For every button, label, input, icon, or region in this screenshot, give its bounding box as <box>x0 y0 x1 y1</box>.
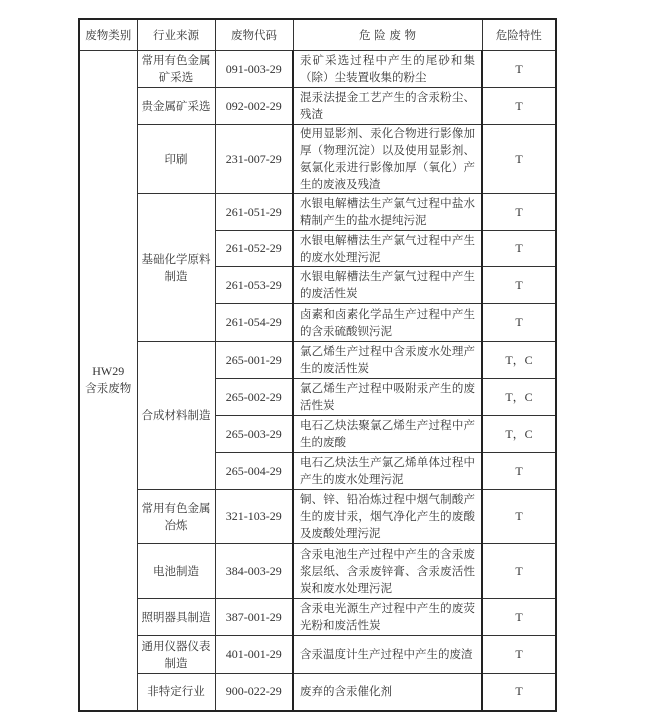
source-cell: 电池制造 <box>137 544 215 599</box>
source-cell: 照明器具制造 <box>137 599 215 636</box>
source-cell: 通用仪器仪表制造 <box>137 636 215 674</box>
waste-description-cell: 铜、锌、铅冶炼过程中烟气制酸产生的废甘汞，烟气净化产生的废酸及废酸处理污泥 <box>293 490 482 544</box>
waste-description-cell: 电石乙炔法聚氯乙烯生产过程中产生的废酸 <box>293 416 482 453</box>
table-row <box>79 544 556 599</box>
waste-code-cell: 265-001-29 <box>215 342 293 379</box>
table-row <box>79 490 556 544</box>
category-cell <box>79 51 137 711</box>
waste-code-cell: 261-051-29 <box>215 194 293 231</box>
table-row <box>79 342 556 379</box>
waste-code-cell: 387-001-29 <box>215 599 293 636</box>
hazard-property-cell: T <box>482 194 556 231</box>
hazard-property-cell: T <box>482 674 556 711</box>
header-code: 废物代码 <box>215 19 293 51</box>
header-property: 危险特性 <box>482 19 556 51</box>
waste-description-cell: 氯乙烯生产过程中含汞废水处理产生的废活性炭 <box>293 342 482 379</box>
table-row <box>79 599 556 636</box>
waste-code-cell: 384-003-29 <box>215 544 293 599</box>
table-row <box>79 51 556 88</box>
hazard-property-cell: T <box>482 88 556 125</box>
hazard-property-cell: T <box>482 231 556 267</box>
waste-description-cell: 水银电解槽法生产氯气过程中产生的废活性炭 <box>293 267 482 304</box>
source-cell: 非特定行业 <box>137 674 215 711</box>
waste-description-cell: 水银电解槽法生产氯气过程中盐水精制产生的盐水提纯污泥 <box>293 194 482 231</box>
waste-description-cell: 混汞法提金工艺产生的含汞粉尘、残渣 <box>293 88 482 125</box>
hazardous-waste-table <box>78 18 557 712</box>
header-waste: 危 险 废 物 <box>293 19 482 51</box>
waste-description-cell: 含汞电池生产过程中产生的含汞废浆层纸、含汞废锌膏、含汞废活性炭和废水处理污泥 <box>293 544 482 599</box>
header-source: 行业来源 <box>137 19 215 51</box>
hazard-property-cell: T <box>482 636 556 674</box>
waste-description-cell: 含汞温度计生产过程中产生的废渣 <box>293 636 482 674</box>
table-header-row <box>79 19 556 51</box>
table-row <box>79 125 556 194</box>
hazard-property-cell: T <box>482 490 556 544</box>
waste-code-cell: 261-053-29 <box>215 267 293 304</box>
hazard-property-cell: T <box>482 453 556 490</box>
hazard-property-cell: T <box>482 125 556 194</box>
waste-description-cell: 水银电解槽法生产氯气过程中产生的废水处理污泥 <box>293 231 482 267</box>
category-code: HW29 <box>92 364 125 379</box>
waste-description-cell: 废弃的含汞催化剂 <box>293 674 482 711</box>
hazard-property-cell: T，C <box>482 342 556 379</box>
source-cell: 贵金属矿采选 <box>137 88 215 125</box>
source-cell: 合成材料制造 <box>137 342 215 490</box>
waste-code-cell: 321-103-29 <box>215 490 293 544</box>
waste-description-cell: 氯乙烯生产过程中吸附汞产生的废活性炭 <box>293 379 482 416</box>
table-row <box>79 636 556 674</box>
waste-code-cell: 092-002-29 <box>215 88 293 125</box>
waste-description-cell: 使用显影剂、汞化合物进行影像加厚（物理沉淀）以及使用显影剂、氨氯化汞进行影像加厚（氧化）产生的废液及残渣 <box>293 125 482 194</box>
waste-code-cell: 261-054-29 <box>215 304 293 342</box>
hazard-property-cell: T <box>482 544 556 599</box>
hazard-property-cell: T <box>482 304 556 342</box>
hazard-property-cell: T <box>482 51 556 88</box>
waste-code-cell: 265-003-29 <box>215 416 293 453</box>
waste-code-cell: 265-002-29 <box>215 379 293 416</box>
waste-code-cell: 231-007-29 <box>215 125 293 194</box>
waste-code-cell: 401-001-29 <box>215 636 293 674</box>
waste-code-cell: 900-022-29 <box>215 674 293 711</box>
source-cell: 印刷 <box>137 125 215 194</box>
waste-description-cell: 电石乙炔法生产氯乙烯单体过程中产生的废水处理污泥 <box>293 453 482 490</box>
waste-code-cell: 261-052-29 <box>215 231 293 267</box>
hazard-property-cell: T <box>482 599 556 636</box>
hazard-property-cell: T，C <box>482 379 556 416</box>
category-name: 含汞废物 <box>85 381 132 396</box>
source-cell: 常用有色金属冶炼 <box>137 490 215 544</box>
waste-code-cell: 091-003-29 <box>215 51 293 88</box>
table-row <box>79 194 556 231</box>
waste-code-cell: 265-004-29 <box>215 453 293 490</box>
source-cell: 常用有色金属矿采选 <box>137 51 215 88</box>
waste-description-cell: 卤素和卤素化学品生产过程中产生的含汞硫酸钡污泥 <box>293 304 482 342</box>
source-cell: 基础化学原料制造 <box>137 194 215 342</box>
table-row <box>79 88 556 125</box>
hazard-property-cell: T，C <box>482 416 556 453</box>
table-row <box>79 674 556 711</box>
waste-description-cell: 含汞电光源生产过程中产生的废荧光粉和废活性炭 <box>293 599 482 636</box>
waste-description-cell: 汞矿采选过程中产生的尾砂和集（除）尘装置收集的粉尘 <box>293 51 482 88</box>
header-category: 废物类别 <box>79 19 137 51</box>
hazard-property-cell: T <box>482 267 556 304</box>
